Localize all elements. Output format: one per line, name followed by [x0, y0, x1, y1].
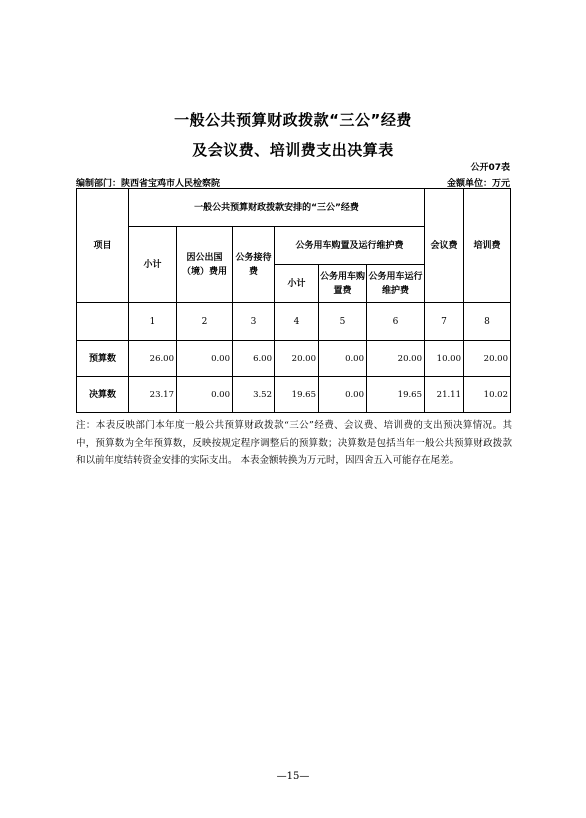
table-cell: 20.00	[275, 341, 319, 377]
table-cell: 0.00	[177, 377, 233, 413]
row-label-budget: 预算数	[77, 341, 129, 377]
table-cell: 26.00	[129, 341, 177, 377]
header-vehicle-maintenance: 公务用车运行维护费	[367, 265, 425, 303]
index-cell: 5	[319, 303, 367, 341]
row-label-final: 决算数	[77, 377, 129, 413]
table-cell: 20.00	[464, 341, 511, 377]
index-cell: 2	[177, 303, 233, 341]
index-cell	[77, 303, 129, 341]
index-cell: 8	[464, 303, 511, 341]
table-cell: 21.11	[425, 377, 464, 413]
table-cell: 19.65	[275, 377, 319, 413]
index-cell: 1	[129, 303, 177, 341]
table-cell: 0.00	[319, 377, 367, 413]
header-reception: 公务接待费	[233, 227, 275, 303]
header-training: 培训费	[464, 189, 511, 303]
header-vehicle-group: 公务用车购置及运行维护费	[275, 227, 425, 265]
table-code: 公开07表	[470, 163, 510, 173]
page-number: —15—	[276, 771, 310, 782]
table-cell: 20.00	[367, 341, 425, 377]
department: 编制部门：陕西省宝鸡市人民检察院	[76, 179, 221, 189]
header-subtotal: 小计	[129, 227, 177, 303]
index-cell: 3	[233, 303, 275, 341]
table-cell: 10.02	[464, 377, 511, 413]
title-line-2: 及会议费、培训费支出决算表	[192, 141, 394, 159]
header-abroad: 因公出国（境）费用	[177, 227, 233, 303]
table-cell: 0.00	[177, 341, 233, 377]
table-row	[77, 341, 511, 377]
table-cell: 6.00	[233, 341, 275, 377]
table-note: 注：本表反映部门本年度一般公共预算财政拨款“三公”经费、会议费、培训费的支出预决算情况。其中，预算数为全年预算数，反映按规定程序调整后的预算数；决算数是包括当年一般公共预算财政拨款和以前年度结转资金安排的实际支出。 本表金额转换为万元时，因四舍五入可能存在尾差。	[76, 420, 512, 466]
table-cell: 3.52	[233, 377, 275, 413]
header-vehicle-subtotal: 小计	[275, 265, 319, 303]
index-cell: 7	[425, 303, 464, 341]
table-cell: 19.65	[367, 377, 425, 413]
index-cell: 4	[275, 303, 319, 341]
title-line-1: 一般公共预算财政拨款“三公”经费	[174, 111, 412, 129]
expense-table	[76, 188, 511, 413]
table-cell: 23.17	[129, 377, 177, 413]
amount-unit: 金额单位：万元	[446, 179, 510, 189]
header-item: 项目	[77, 189, 129, 303]
index-cell: 6	[367, 303, 425, 341]
table-cell: 0.00	[319, 341, 367, 377]
table-row	[77, 377, 511, 413]
header-vehicle-purchase: 公务用车购置费	[319, 265, 367, 303]
header-meeting: 会议费	[425, 189, 464, 303]
table-cell: 10.00	[425, 341, 464, 377]
header-sangong-group: 一般公共预算财政拨款安排的“三公”经费	[129, 189, 425, 227]
